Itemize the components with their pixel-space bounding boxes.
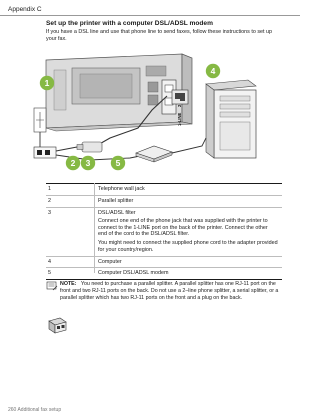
dsl-filter: [77, 142, 102, 152]
section-intro: If you have a DSL line and use that phone line to send faxes, follow these instructions to set up your fax.: [46, 29, 273, 42]
table-top-rule: [46, 183, 282, 184]
port-label-1-line: 1-LINE: [177, 112, 182, 126]
row-3-description-note: You might need to connect the supplied phone cord to the adapter provided for your country/region.: [98, 240, 278, 253]
printer-illustration: [46, 54, 192, 131]
setup-diagram: [30, 50, 285, 175]
running-header: Appendix C: [8, 6, 42, 13]
dsl-modem: [136, 146, 172, 162]
wall-jack: [34, 108, 46, 132]
phone-port-inset: [172, 90, 188, 104]
callout-3: 3: [85, 158, 91, 168]
row-5-description: Computer DSL/ADSL modem: [98, 270, 169, 276]
callout-4: 4: [210, 66, 216, 76]
row-4-number: 4: [48, 259, 51, 265]
row-3-description-detail: Connect one end of the phone jack that was supplied with the printer to connect to the 1-LINE port on the back of the printer. Connect the other end of the cord to the DSL/ADSL filter.: [98, 218, 268, 238]
table-row-rule: [46, 267, 282, 268]
callout-2: 2: [70, 158, 76, 168]
parallel-splitter-icon: [46, 315, 68, 335]
table-bottom-rule: [46, 279, 282, 280]
row-2-number: 2: [48, 198, 51, 204]
row-4-description: Computer: [98, 259, 122, 265]
header-divider: [0, 15, 300, 16]
note-label: NOTE:: [60, 281, 77, 287]
table-row-rule: [46, 256, 282, 257]
row-3-number: 3: [48, 210, 51, 216]
page-footer: 260 Additional fax setup: [8, 407, 62, 413]
table-row-rule: [46, 195, 282, 196]
note-body: You need to purchase a parallel splitter. A parallel splitter has one RJ-11 port on the front and two RJ-11 ports on the back. Do not use a 2–line phone splitter, a serial splitter, or a parallel splitter which has two RJ-11 ports on the front and a plug on the back.: [60, 281, 279, 302]
row-3-description: DSL/ADSL filter: [98, 210, 136, 216]
row-1-description: Telephone wall jack: [98, 186, 145, 192]
note-icon: [46, 281, 58, 291]
row-1-number: 1: [48, 186, 51, 192]
note-text: [60, 281, 282, 303]
row-2-description: Parallel splitter: [98, 198, 134, 204]
row-5-number: 5: [48, 270, 51, 276]
callout-1: 1: [44, 78, 50, 88]
section-heading: Set up the printer with a computer DSL/ADSL modem: [46, 20, 213, 27]
table-row-rule: [46, 207, 282, 208]
computer-illustration: [206, 80, 256, 158]
table-column-divider: [94, 183, 95, 273]
parallel-splitter: [34, 147, 56, 158]
callout-5: 5: [115, 158, 121, 168]
